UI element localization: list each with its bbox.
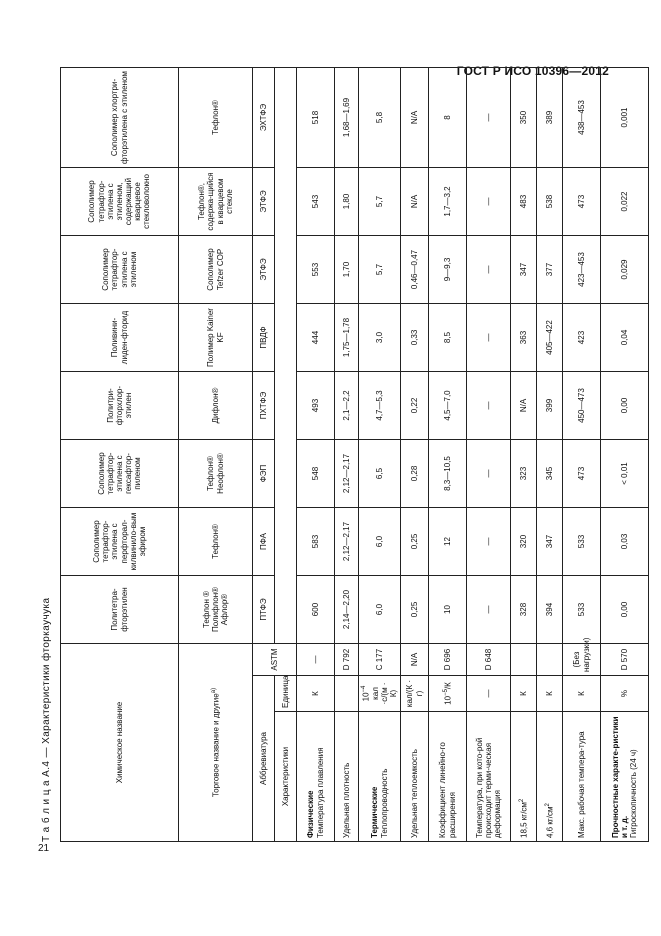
row-label <box>297 712 335 842</box>
unit-cell: К <box>511 676 537 712</box>
unit-cell <box>335 676 359 712</box>
chem-name-cell: Сополимер тетрафтор-этилена с этиленом, содержащий кварцевое стекловолокно <box>61 168 179 236</box>
unit-cell: К <box>297 676 335 712</box>
value-cell: — <box>467 168 511 236</box>
astm-cell: (Без нагрузки) <box>563 644 601 676</box>
value-cell: 473 <box>563 168 601 236</box>
astm-cell: D 570 <box>601 644 649 676</box>
value-cell: 9—9,3 <box>429 236 467 304</box>
value-cell: 8 <box>429 68 467 168</box>
abbr-cell: ПТФЭ <box>253 576 275 644</box>
trade-name-cell: Тефлон ® Полифлон® Афлор® <box>179 576 253 644</box>
abbr-header: Аббревиатура <box>253 676 275 842</box>
astm-cell: D 648 <box>467 644 511 676</box>
value-cell: 0,25 <box>401 508 429 576</box>
value-cell: 8,3—10,5 <box>429 440 467 508</box>
value-cell: 0,33 <box>401 304 429 372</box>
trade-name-cell: Полимер Kainer KF <box>179 304 253 372</box>
trade-name-cell: Тефлон® <box>179 508 253 576</box>
trade-name-cell: Сополимер Tefzer COP <box>179 236 253 304</box>
abbr-cell: ЭТФЭ <box>253 236 275 304</box>
chem-name-cell: Сополимер тетрафтор-этилена с перфторал-килвинило-вым эфиром <box>61 508 179 576</box>
value-cell: 12 <box>429 508 467 576</box>
value-cell: 493 <box>297 372 335 440</box>
row-load-18 <box>511 68 537 842</box>
value-cell: 600 <box>297 576 335 644</box>
value-cell: 423—453 <box>563 236 601 304</box>
value-cell: — <box>467 236 511 304</box>
label-text: Гигроскопичность (24 ч) <box>629 749 639 838</box>
document-header: ГОСТ Р ИСО 10396—2012 <box>456 64 609 78</box>
value-cell: — <box>467 508 511 576</box>
value-cell: — <box>467 576 511 644</box>
trade-name-cell: Тефлон® <box>179 68 253 168</box>
value-cell: 0,46—0,47 <box>401 236 429 304</box>
row-column-headers <box>275 68 297 842</box>
value-cell: 3,0 <box>359 304 401 372</box>
row-label: Удельная плотность <box>335 712 359 842</box>
label-text: Теплопроводность <box>379 768 389 838</box>
row-density <box>335 68 359 842</box>
value-cell: 0,04 <box>601 304 649 372</box>
characteristics-header: Характеристики <box>275 712 297 842</box>
value-cell: 347 <box>537 508 563 576</box>
row-label <box>359 712 401 842</box>
row-load-4 <box>537 68 563 842</box>
value-cell: — <box>467 372 511 440</box>
row-label: Макс. рабочая темпера-тура <box>563 712 601 842</box>
row-label <box>511 712 537 842</box>
unit-cell: — <box>467 676 511 712</box>
value-cell: 6,0 <box>359 508 401 576</box>
unit-base: 10 <box>361 692 371 702</box>
row-max-temperature <box>563 68 601 842</box>
value-cell: 6,0 <box>359 576 401 644</box>
value-cell: 363 <box>511 304 537 372</box>
trade-name-cell: Тефлон®, содержа-щийся в кварцевом стекле <box>179 168 253 236</box>
value-cell: 394 <box>537 576 563 644</box>
value-cell: 438—453 <box>563 68 601 168</box>
unit-cell: кал/(К · г) <box>401 676 429 712</box>
value-cell: 0,22 <box>401 372 429 440</box>
trade-name-cell: Дифлон® <box>179 372 253 440</box>
value-cell: 350 <box>511 68 537 168</box>
astm-cell <box>537 644 563 676</box>
value-cell: 2,14—2,20 <box>335 576 359 644</box>
row-deformation-temperature <box>467 68 511 842</box>
astm-cell: N/A <box>401 644 429 676</box>
label-text: 18,5 кг/см <box>519 802 529 838</box>
fluororubber-table <box>60 67 649 842</box>
value-cell: N/A <box>401 68 429 168</box>
value-cell: 473 <box>563 440 601 508</box>
row-label <box>537 712 563 842</box>
value-cell: 4,5—7,0 <box>429 372 467 440</box>
astm-cell: D 792 <box>335 644 359 676</box>
section-label-thermal: Термические <box>370 786 380 838</box>
value-cell: 2,12—2,17 <box>335 440 359 508</box>
astm-cell: C 177 <box>359 644 401 676</box>
value-cell: 2,1—2,2 <box>335 372 359 440</box>
value-cell: 533 <box>563 576 601 644</box>
chem-name-cell: Сополимер тетрафтор-этилена с гексафтор-пиленом <box>61 440 179 508</box>
value-cell: 389 <box>537 68 563 168</box>
value-cell: 2,12—2,17 <box>335 508 359 576</box>
value-cell: 323 <box>511 440 537 508</box>
label-text: 4,6 кг/см <box>545 806 555 838</box>
value-cell: 0,022 <box>601 168 649 236</box>
value-cell: 518 <box>297 68 335 168</box>
chem-name-cell: Поливини-лиден-фторид <box>61 304 179 372</box>
astm-cell <box>511 644 537 676</box>
trade-name-header <box>179 644 253 842</box>
value-cell: 450—473 <box>563 372 601 440</box>
value-cell: 483 <box>511 168 537 236</box>
row-thermal-conductivity <box>359 68 401 842</box>
label-exponent: 2 <box>544 803 551 807</box>
value-cell: 8,5 <box>429 304 467 372</box>
value-cell: — <box>467 68 511 168</box>
chem-name-header: Химическое название <box>61 644 179 842</box>
value-cell: 345 <box>537 440 563 508</box>
value-cell: 328 <box>511 576 537 644</box>
trade-name-cell: Тефлон® Неофлон® <box>179 440 253 508</box>
value-cell: — <box>467 440 511 508</box>
value-cell: 1,70 <box>335 236 359 304</box>
label-text: Температура плавления <box>315 747 325 838</box>
abbr-cell: ЭТФЭ <box>253 168 275 236</box>
value-cell: 0,001 <box>601 68 649 168</box>
row-heat-capacity <box>401 68 429 842</box>
table-caption: Т а б л и ц а А.4 — Характеристики фторкаучука <box>41 597 52 842</box>
chem-name-cell: Политетра-фторэтилен <box>61 576 179 644</box>
trade-name-label: Торговое название и другие <box>211 693 221 798</box>
row-label: Удельная теплоемкость <box>401 712 429 842</box>
abbr-cell: ФЭП <box>253 440 275 508</box>
value-cell: 1,75—1,78 <box>335 304 359 372</box>
row-label: Температура, при кото-рой происходит терми-ческая деформация <box>467 712 511 842</box>
value-cell: 5,7 <box>359 236 401 304</box>
value-cell: 533 <box>563 508 601 576</box>
value-cell: — <box>467 304 511 372</box>
value-cell: 1,7—3,2 <box>429 168 467 236</box>
value-cell: 0,28 <box>401 440 429 508</box>
value-cell: 538 <box>537 168 563 236</box>
chem-name-cell: Политри-фторхлор-этилен <box>61 372 179 440</box>
value-cell: N/A <box>511 372 537 440</box>
unit-cell <box>429 676 467 712</box>
value-cell: 553 <box>297 236 335 304</box>
astm-cell: D 696 <box>429 644 467 676</box>
row-linear-expansion <box>429 68 467 842</box>
row-label <box>601 712 649 842</box>
unit-exponent: −4 <box>360 685 367 693</box>
unit-exponent: −5 <box>442 689 449 696</box>
empty-header-span <box>275 68 297 644</box>
row-hygroscopicity <box>601 68 649 842</box>
value-cell: 423 <box>563 304 601 372</box>
row-abbreviation <box>253 68 275 842</box>
section-label-strength: Прочностные характе-ристики и т. д. <box>610 716 629 838</box>
value-cell: 320 <box>511 508 537 576</box>
value-cell: 399 <box>537 372 563 440</box>
value-cell: 0,03 <box>601 508 649 576</box>
value-cell: 0,00 <box>601 372 649 440</box>
abbr-cell: ПХТФЭ <box>253 372 275 440</box>
value-cell: 347 <box>511 236 537 304</box>
chem-name-cell: Сополимер тетрафтор-этилена с этиленом <box>61 236 179 304</box>
abbr-cell: ПВДФ <box>253 304 275 372</box>
trade-name-footnote-mark: a) <box>210 687 217 694</box>
value-cell: 10 <box>429 576 467 644</box>
value-cell: 0,00 <box>601 576 649 644</box>
value-cell: 0,25 <box>401 576 429 644</box>
astm-header: ASTM <box>253 644 297 676</box>
value-cell: 543 <box>297 168 335 236</box>
value-cell: 377 <box>537 236 563 304</box>
unit-cell: % <box>601 676 649 712</box>
value-cell: 405—422 <box>537 304 563 372</box>
abbr-cell: ПФА <box>253 508 275 576</box>
value-cell: N/A <box>401 168 429 236</box>
page-number: 21 <box>38 843 50 854</box>
value-cell: < 0,01 <box>601 440 649 508</box>
row-melting-point <box>297 68 335 842</box>
value-cell: 548 <box>297 440 335 508</box>
abbr-cell: ЭХТФЭ <box>253 68 275 168</box>
value-cell: 583 <box>297 508 335 576</box>
unit-cell: К <box>563 676 601 712</box>
value-cell: 1,80 <box>335 168 359 236</box>
unit-header: Единица <box>275 676 297 712</box>
value-cell: 4,7—5,3 <box>359 372 401 440</box>
value-cell: 5,7 <box>359 168 401 236</box>
value-cell: 5,8 <box>359 68 401 168</box>
unit-base: 10 <box>443 695 453 705</box>
row-label: Коэффициент линейно-го расширения <box>429 712 467 842</box>
value-cell: 6,5 <box>359 440 401 508</box>
section-label-physical: Физические <box>306 790 316 838</box>
unit-cell: К <box>537 676 563 712</box>
row-chemical-name <box>61 68 179 842</box>
unit-text: /К <box>443 682 453 690</box>
row-trade-name <box>179 68 253 842</box>
astm-cell: — <box>297 644 335 676</box>
chem-name-cell: Сополимер хлортри-фторэтилена с этиленом <box>61 68 179 168</box>
value-cell: 1,68—1,69 <box>335 68 359 168</box>
value-cell: 0,029 <box>601 236 649 304</box>
unit-text: кал ·с/(м · К) <box>370 682 399 705</box>
label-exponent: 2 <box>518 798 525 803</box>
unit-cell <box>359 676 401 712</box>
value-cell: 444 <box>297 304 335 372</box>
